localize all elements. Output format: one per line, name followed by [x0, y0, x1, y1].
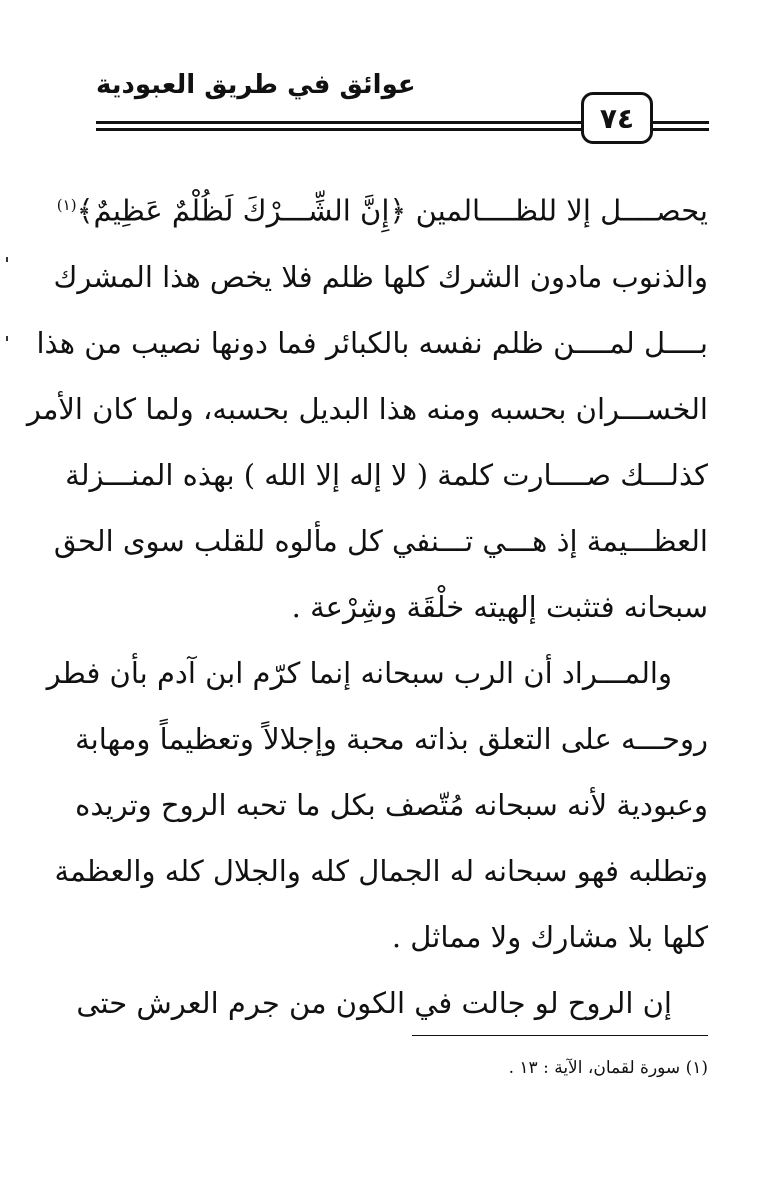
text-line: روحـــه على التعلق بذاته محبة وإجلالاً وتعظيماً ومهابة	[75, 721, 708, 756]
running-header-title: عوائق في طريق العبودية	[96, 70, 416, 100]
margin-mark	[6, 336, 8, 341]
header-rule-top-left	[96, 121, 583, 124]
header-rule-bottom-left	[96, 128, 583, 131]
text-line: والذنوب مادون الشرك كلها ظلم فلا يخص هذا المشرك	[53, 259, 708, 294]
text-line-content: يحصــــل إلا للظــــالمين ﴿إِنَّ الشِّـــرْكَ لَظُلْمٌ عَظِيمٌ﴾	[76, 193, 708, 228]
footnote: (١) سورة لقمان، الآية : ١٣ .	[508, 1058, 708, 1078]
text-line: بــــل لمــــن ظلم نفسه بالكبائر فما دونها نصيب من هذا	[36, 325, 708, 360]
text-line-content: إن الروح لو جالت في الكون من جرم العرش حتى	[76, 985, 672, 1020]
text-line: وتطلبه فهو سبحانه له الجمال كله والجلال كله والعظمة	[54, 853, 708, 888]
text-line-content: والمـــراد أن الرب سبحانه إنما كرّم ابن آدم بأن فطر	[46, 655, 672, 690]
text-line: كلها بلا مشارك ولا مماثل .	[391, 919, 708, 954]
text-line: كذلـــك صــــارت كلمة ( لا إله إلا الله ) بهذه المنـــزلة	[65, 457, 708, 492]
text-line: العظـــيمة إذ هـــي تـــنفي كل مألوه للقلب سوى الحق	[53, 523, 708, 558]
footnote-marker: (١)	[56, 196, 77, 214]
text-line: الخســـران بحسبه ومنه هذا البديل بحسبه، ولما كان الأمر	[26, 391, 708, 426]
header-rule-top-right	[651, 121, 709, 124]
text-line	[56, 172, 708, 244]
header-rule-bottom-right	[651, 128, 709, 131]
margin-mark	[6, 257, 8, 262]
text-line: وعبودية لأنه سبحانه مُتّصف بكل ما تحبه الروح وتريده	[75, 787, 708, 822]
text-line-indented	[76, 970, 708, 1036]
page-number: ٧٤	[599, 101, 635, 135]
text-line-indented	[46, 640, 708, 706]
body-text	[26, 172, 708, 1036]
page-number-box	[581, 92, 653, 144]
footnote-separator	[412, 1035, 708, 1036]
text-line: سبحانه فتثبت إلهيته خلْقَة وشِرْعة .	[291, 589, 708, 624]
